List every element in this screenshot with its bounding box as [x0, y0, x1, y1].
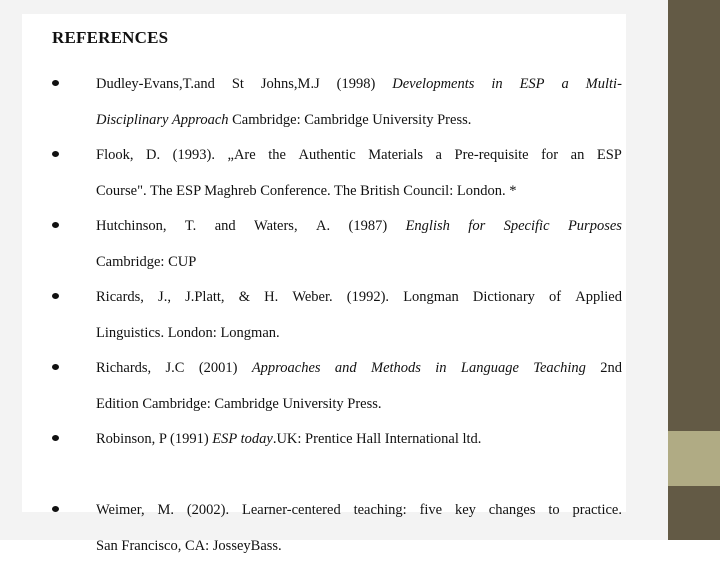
- side-bar-dark-bottom: [668, 486, 720, 540]
- reference-text: for: [468, 218, 486, 234]
- reference-text: (1998): [336, 76, 376, 92]
- bullet-icon: [52, 435, 59, 441]
- reference-line-2: [96, 173, 622, 208]
- reference-text: (1992).: [346, 289, 390, 305]
- reference-text: Course". The ESP Maghreb Conference. The British Council: London. *: [96, 183, 517, 199]
- side-bar-dark-top: [668, 0, 720, 431]
- reference-item: [52, 208, 622, 279]
- reference-text: an: [570, 147, 585, 163]
- reference-text: Waters,: [254, 218, 298, 234]
- reference-text: (2002).: [186, 502, 230, 518]
- reference-text: Specific: [503, 218, 550, 234]
- reference-text: Weber.: [292, 289, 333, 305]
- reference-text: Disciplinary Approach: [96, 112, 229, 128]
- page-heading: REFERENCES: [52, 28, 169, 47]
- reference-text: Learner-centered: [241, 502, 341, 518]
- reference-line-2: [96, 315, 622, 350]
- reference-text: Cambridge: CUP: [96, 254, 197, 270]
- decorative-side-bar: [668, 0, 720, 540]
- reference-text: J.,: [158, 289, 171, 305]
- reference-text: T.: [184, 218, 197, 234]
- reference-text: Edition Cambridge: Cambridge University Press.: [96, 396, 382, 412]
- reference-text: Johns,M.J: [260, 76, 320, 92]
- reference-text: Linguistics. London: Longman.: [96, 325, 280, 341]
- reference-text: Authentic: [298, 147, 356, 163]
- reference-text: J.C: [165, 360, 185, 376]
- reference-item: [52, 66, 622, 137]
- reference-text: Robinson, P (1991): [96, 431, 213, 447]
- reference-text: ESP: [596, 147, 622, 163]
- reference-text: a: [435, 147, 442, 163]
- reference-text: a: [561, 76, 569, 92]
- reference-line-1: [96, 350, 622, 386]
- reference-text: „Are: [227, 147, 256, 163]
- reference-text: J.Platt,: [185, 289, 225, 305]
- reference-text: changes: [488, 502, 536, 518]
- reference-item: [52, 137, 622, 208]
- reference-line-1: [96, 279, 622, 315]
- reference-text: Weimer,: [96, 502, 145, 518]
- reference-item: [52, 350, 622, 421]
- reference-text: teaching:: [353, 502, 407, 518]
- reference-text: in: [435, 360, 447, 376]
- reference-text: &: [238, 289, 250, 305]
- reference-text: Longman: [403, 289, 459, 305]
- reference-text: Richards,: [96, 360, 152, 376]
- reference-text: in: [491, 76, 503, 92]
- reference-line-1: [96, 421, 622, 457]
- bullet-icon: [52, 293, 59, 299]
- reference-text: (2001): [198, 360, 238, 376]
- reference-text: Cambridge: Cambridge University Press.: [228, 112, 472, 128]
- reference-text: Dictionary: [472, 289, 535, 305]
- reference-text: five: [419, 502, 443, 518]
- reference-line-2: [96, 386, 622, 421]
- reference-text: Multi-: [585, 76, 622, 92]
- reference-text: H.: [264, 289, 279, 305]
- reference-line-2: [96, 457, 622, 492]
- reference-line-1: [96, 492, 622, 528]
- reference-text: ESP: [519, 76, 545, 92]
- bullet-icon: [52, 80, 59, 86]
- reference-text: practice.: [572, 502, 622, 518]
- reference-text: A.: [315, 218, 331, 234]
- side-bar-accent-block: [668, 431, 720, 486]
- reference-text: English: [405, 218, 450, 234]
- reference-text: ESP today: [212, 431, 273, 447]
- reference-text: to: [548, 502, 560, 518]
- reference-text: Approaches: [251, 360, 321, 376]
- bullet-icon: [52, 151, 59, 157]
- reference-line-1: [96, 208, 622, 244]
- reference-text: Language: [460, 360, 519, 376]
- reference-text: Applied: [575, 289, 622, 305]
- bullet-icon: [52, 506, 59, 512]
- reference-item: [52, 421, 622, 492]
- reference-text: D.: [146, 147, 161, 163]
- reference-text: for: [541, 147, 559, 163]
- reference-text: Developments: [392, 76, 475, 92]
- reference-text: the: [268, 147, 286, 163]
- reference-line-2: [96, 528, 622, 563]
- reference-text: Flook,: [96, 147, 134, 163]
- reference-text: Methods: [371, 360, 421, 376]
- reference-text: San Francisco, CA: JosseyBass.: [96, 538, 282, 554]
- reference-item: [52, 492, 622, 563]
- reference-list: [52, 66, 622, 563]
- reference-item: [52, 279, 622, 350]
- reference-text: Teaching: [533, 360, 586, 376]
- reference-text: (1987): [348, 218, 388, 234]
- reference-text: 2nd: [600, 360, 622, 376]
- reference-text: key: [454, 502, 476, 518]
- reference-text: Purposes: [567, 218, 622, 234]
- reference-text: Dudley-Evans,T.and: [96, 76, 215, 92]
- bullet-icon: [52, 364, 59, 370]
- reference-text: M.: [157, 502, 174, 518]
- reference-line-1: [96, 66, 622, 102]
- reference-text: .UK: Prentice Hall International ltd.: [272, 431, 482, 447]
- reference-text: Hutchinson,: [96, 218, 167, 234]
- reference-text: (1993).: [172, 147, 215, 163]
- reference-text: Ricards,: [96, 289, 144, 305]
- reference-line-2: [96, 102, 622, 137]
- reference-text: Materials: [368, 147, 423, 163]
- reference-text: St: [231, 76, 244, 92]
- reference-text: of: [549, 289, 562, 305]
- bullet-icon: [52, 222, 59, 228]
- reference-line-2: [96, 244, 622, 279]
- reference-text: and: [334, 360, 357, 376]
- reference-text: and: [214, 218, 236, 234]
- reference-line-1: [96, 137, 622, 173]
- document-page: [22, 14, 626, 554]
- reference-text: Pre-requisite: [454, 147, 529, 163]
